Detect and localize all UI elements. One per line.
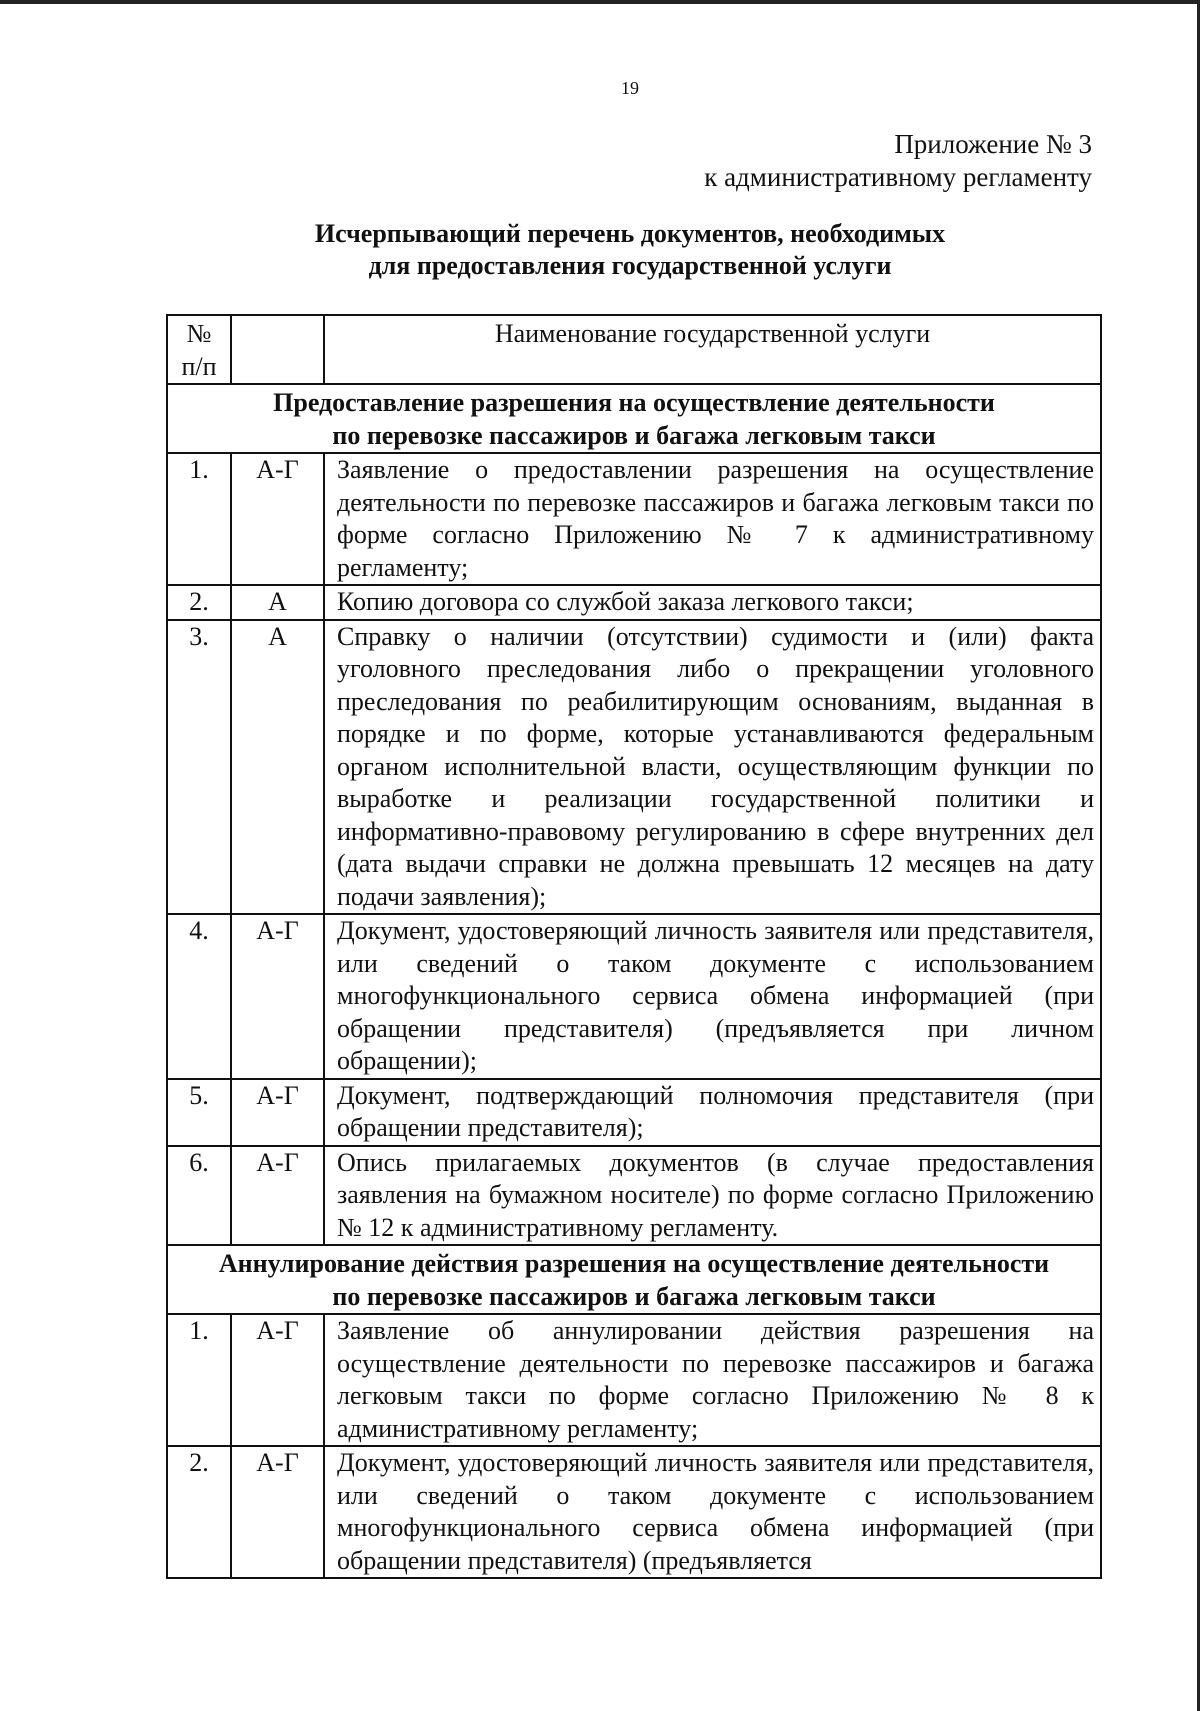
section-title-line1: Аннулирование действия разрешения на осуществление деятельности: [218, 1249, 1050, 1278]
row-document-text: Опись прилагаемых документов (в случае предоставления заявления на бумажном носителе) по форме согласно Приложению № 12 к административному регламенту.: [324, 1146, 1101, 1246]
table-row: [167, 1314, 1101, 1446]
row-document-text: Заявление об аннулировании действия разрешения на осуществление деятельности по перевозке пассажиров и багажа легковым такси по форме согласно Приложению № 8 к административному регламенту;: [324, 1314, 1101, 1446]
table-row: [167, 1446, 1101, 1578]
section-title-line2: по перевозке пассажиров и багажа легковым такси: [332, 420, 936, 450]
header-number-line2: п/п: [181, 351, 217, 381]
table-row: [167, 914, 1101, 1079]
row-document-text: Копию договора со службой заказа легкового такси;: [324, 585, 1101, 620]
header-number-cell: [167, 315, 231, 384]
page-border-top: [0, 0, 1200, 4]
row-number: 5.: [167, 1079, 231, 1146]
row-category: А-Г: [231, 1079, 324, 1146]
row-document-text: Документ, удостоверяющий личность заявителя или представителя, или сведений о таком документе с использованием многофункционального сервиса обмена информацией (при обращении представителя) (предъявляется при личном обращении);: [324, 914, 1101, 1079]
row-category: А: [231, 585, 324, 620]
row-category: А: [231, 620, 324, 915]
document-title-line1: Исчерпывающий перечень документов, необходимых: [314, 219, 946, 248]
table-body: [167, 384, 1101, 1578]
row-category: А-Г: [231, 1446, 324, 1578]
page-number: 19: [621, 78, 639, 98]
document-title: [150, 218, 1110, 282]
appendix-line2: к административному регламенту: [704, 162, 1092, 192]
section-title-line1: Предоставление разрешения на осуществление деятельности: [273, 388, 995, 417]
row-number: 2.: [167, 1446, 231, 1578]
row-category: А-Г: [231, 453, 324, 585]
table-header-row: [167, 315, 1101, 384]
section-title-row: [167, 1245, 1101, 1314]
row-document-text: Справку о наличии (отсутствии) судимости и (или) факта уголовного преследования либо о прекращении уголовного преследования по реабилитирующим основаниям, выданная в порядке и по форме, которые устанавливаются федеральным органом исполнительной власти, осуществляющим функции по выработке и реализации государственной политики и информативно-правовому регулированию в сфере внутренних дел (дата выдачи справки не должна превышать 12 месяцев на дату подачи заявления);: [324, 620, 1101, 915]
row-category: А-Г: [231, 914, 324, 1079]
row-category: А-Г: [231, 1314, 324, 1446]
table-row: [167, 453, 1101, 585]
section-title-cell: [167, 1245, 1101, 1314]
row-document-text: Документ, удостоверяющий личность заявителя или представителя, или сведений о таком документе с использованием многофункционального сервиса обмена информацией (при обращении представителя) (предъявляется: [324, 1446, 1101, 1578]
section-title-row: [167, 384, 1101, 453]
row-document-text: Заявление о предоставлении разрешения на осуществление деятельности по перевозке пассажиров и багажа легковым такси по форме согласно Приложению № 7 к административному регламенту;: [324, 453, 1101, 585]
table-row: [167, 1079, 1101, 1146]
row-number: 1.: [167, 1314, 231, 1446]
document-title-line2: для предоставления государственной услуги: [368, 251, 892, 280]
row-number: 1.: [167, 453, 231, 585]
row-number: 6.: [167, 1146, 231, 1246]
table-row: [167, 620, 1101, 915]
header-number-line1: №: [186, 319, 212, 348]
section-title-cell: [167, 384, 1101, 453]
header-category-cell: [231, 315, 324, 384]
documents-table: [166, 314, 1102, 1579]
table-row: [167, 1146, 1101, 1246]
appendix-line1: Приложение № 3: [894, 129, 1092, 159]
row-document-text: Документ, подтверждающий полномочия представителя (при обращении представителя);: [324, 1079, 1101, 1146]
row-number: 4.: [167, 914, 231, 1079]
section-title-line2: по перевозке пассажиров и багажа легковым такси: [332, 1281, 936, 1311]
row-number: 3.: [167, 620, 231, 915]
table-row: [167, 585, 1101, 620]
row-number: 2.: [167, 585, 231, 620]
header-service-name-cell: Наименование государственной услуги: [324, 315, 1101, 384]
row-category: А-Г: [231, 1146, 324, 1246]
appendix-reference: [704, 128, 1092, 194]
